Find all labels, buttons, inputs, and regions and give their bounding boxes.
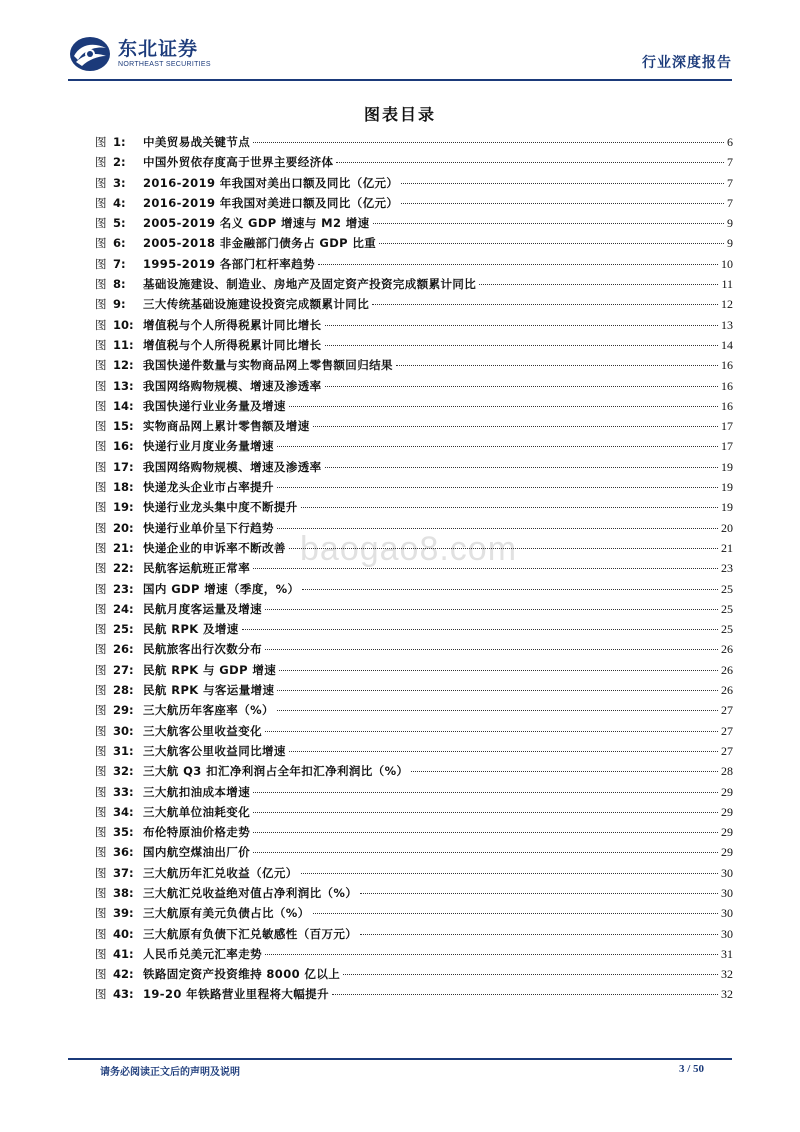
toc-entry-title: 我国网络购物规模、增速及渗透率 <box>143 459 322 474</box>
toc-entry[interactable] <box>95 926 733 946</box>
toc-entry[interactable] <box>95 702 733 722</box>
toc-entry-prefix: 图 <box>95 419 107 434</box>
toc-entry-prefix: 图 <box>95 277 107 292</box>
toc-entry-leader <box>277 690 718 691</box>
toc-entry-title: 增值税与个人所得税累计同比增长 <box>143 337 322 352</box>
toc-entry-page: 6 <box>727 135 733 149</box>
toc-entry-number: 25: <box>113 622 134 637</box>
brand-logo-icon <box>68 34 112 74</box>
toc-entry-leader <box>277 487 718 488</box>
toc-entry-prefix: 图 <box>95 946 107 961</box>
toc-entry-page: 32 <box>721 967 733 982</box>
toc-entry-leader <box>396 365 718 366</box>
toc-entry[interactable] <box>95 296 733 316</box>
toc-entry[interactable] <box>95 235 733 255</box>
toc-entry-page: 10 <box>721 256 733 271</box>
toc-entry-number: 2: <box>113 155 126 170</box>
toc-entry-prefix: 图 <box>95 683 107 698</box>
toc-entry-prefix: 图 <box>95 723 107 738</box>
toc-entry-leader <box>242 629 718 630</box>
toc-entry-title: 民航 RPK 与客运量增速 <box>143 683 275 698</box>
toc-entry-title: 三大航原有美元负债占比（%） <box>143 906 310 921</box>
toc-entry-leader <box>253 142 724 143</box>
page-header <box>68 28 732 82</box>
toc-entry-page: 16 <box>721 398 733 413</box>
header-divider <box>68 79 732 81</box>
toc-entry-title: 快递行业单价呈下行趋势 <box>143 520 274 535</box>
toc-entry-leader <box>411 771 718 772</box>
toc-entry-page: 28 <box>721 764 733 779</box>
toc-entry-prefix: 图 <box>95 601 107 616</box>
toc-entry[interactable] <box>95 986 733 1006</box>
toc-entry-page: 31 <box>721 946 733 961</box>
toc-entry-page: 30 <box>721 926 733 941</box>
toc-entry-prefix: 图 <box>95 825 107 840</box>
toc-entry-title: 2005-2018 非金融部门债务占 GDP 比重 <box>143 236 377 251</box>
page-title: 图表目录 <box>363 105 436 124</box>
toc-entry-title: 快递企业的申诉率不断改善 <box>143 540 286 555</box>
toc-entry-leader <box>401 203 724 204</box>
toc-entry[interactable] <box>95 378 733 398</box>
toc-entry[interactable] <box>95 398 733 418</box>
toc-entry-page: 25 <box>721 581 733 596</box>
toc-entry-page: 26 <box>721 662 733 677</box>
toc-entry-leader <box>253 832 718 833</box>
toc-entry[interactable] <box>95 438 733 458</box>
toc-entry-number: 19: <box>113 500 134 515</box>
toc-entry-prefix: 图 <box>95 378 107 393</box>
toc-entry-number: 32: <box>113 764 134 779</box>
toc-entry-prefix: 图 <box>95 926 107 941</box>
toc-entry-title: 快递行业月度业务量增速 <box>143 439 274 454</box>
toc-entry-title: 三大航客公里收益同比增速 <box>143 743 286 758</box>
toc-entry-title: 快递龙头企业市占率提升 <box>143 480 274 495</box>
toc-entry-title: 民航 RPK 与 GDP 增速 <box>143 662 277 677</box>
toc-entry[interactable] <box>95 479 733 499</box>
toc-entry-number: 6: <box>113 236 126 251</box>
toc-entry-page: 9 <box>727 236 733 251</box>
toc-entry-leader <box>360 893 718 894</box>
toc-entry-leader <box>289 751 718 752</box>
toc-entry-number: 9: <box>113 297 126 312</box>
toc-entry-prefix: 图 <box>95 581 107 596</box>
toc-entry-title: 国内 GDP 增速（季度，%） <box>143 581 300 596</box>
toc-entry-number: 30: <box>113 723 134 738</box>
toc-entry-title: 布伦特原油价格走势 <box>143 825 251 840</box>
toc-entry-number: 31: <box>113 743 134 758</box>
toc-entry-page: 20 <box>721 520 733 535</box>
toc-entry-leader <box>265 731 718 732</box>
toc-entry-prefix: 图 <box>95 703 107 718</box>
toc-entry-page: 17 <box>721 419 733 434</box>
toc-entry-number: 21: <box>113 540 134 555</box>
brand-name-cn: 东北证券 <box>118 38 199 60</box>
toc-entry-prefix: 图 <box>95 439 107 454</box>
toc-entry-prefix: 图 <box>95 317 107 332</box>
toc-entry-page: 32 <box>721 987 733 1002</box>
toc-entry-prefix: 图 <box>95 195 107 210</box>
toc-entry-page: 7 <box>727 175 733 190</box>
toc-entry-leader <box>253 792 718 793</box>
toc-entry-title: 实物商品网上累计零售额及增速 <box>143 419 310 434</box>
toc-entry-page: 29 <box>721 845 733 860</box>
toc-entry-title: 三大航 Q3 扣汇净利润占全年扣汇净利润比（%） <box>143 764 409 779</box>
toc-entry-page: 27 <box>721 723 733 738</box>
toc-entry-number: 5: <box>113 216 126 231</box>
toc-entry-number: 37: <box>113 865 134 880</box>
toc-entry-page: 26 <box>721 642 733 657</box>
toc-entry-leader <box>332 994 718 995</box>
toc-entry[interactable] <box>95 276 733 296</box>
toc-entry-page: 29 <box>721 784 733 799</box>
toc-entry-prefix: 图 <box>95 865 107 880</box>
toc-entry-number: 43: <box>113 987 134 1002</box>
toc-entry-page: 25 <box>721 601 733 616</box>
toc-entry-prefix: 图 <box>95 358 107 373</box>
toc-entry-title: 2005-2019 名义 GDP 增速与 M2 增速 <box>143 216 370 231</box>
toc-entry[interactable] <box>95 337 733 357</box>
toc-entry-leader <box>301 873 718 874</box>
toc-entry[interactable] <box>95 134 733 154</box>
toc-entry-title: 增值税与个人所得税累计同比增长 <box>143 317 322 332</box>
toc-entry[interactable] <box>95 256 733 276</box>
toc-entry-page: 16 <box>721 358 733 373</box>
toc-entry-number: 36: <box>113 845 134 860</box>
toc-entry-page: 17 <box>721 439 733 454</box>
toc-entry-prefix: 图 <box>95 500 107 515</box>
toc-entry-number: 29: <box>113 703 134 718</box>
toc-entry-leader <box>360 934 718 935</box>
toc-entry-prefix: 图 <box>95 743 107 758</box>
toc-entry-number: 14: <box>113 398 134 413</box>
toc-entry-prefix: 图 <box>95 155 107 170</box>
toc-entry-page: 30 <box>721 906 733 921</box>
toc-entry-page: 29 <box>721 825 733 840</box>
toc-entry-number: 3: <box>113 175 126 190</box>
toc-entry-title: 三大航历年客座率（%） <box>143 703 274 718</box>
toc-entry-number: 12: <box>113 358 134 373</box>
toc-entry[interactable] <box>95 357 733 377</box>
toc-entry-page: 21 <box>721 540 733 555</box>
page-number: 3 / 50 <box>678 1063 704 1075</box>
toc-entry[interactable] <box>95 601 733 621</box>
toc-entry-prefix: 图 <box>95 642 107 657</box>
toc-entry-leader <box>277 446 718 447</box>
toc-entry-leader <box>336 162 724 163</box>
toc-entry[interactable] <box>95 743 733 763</box>
toc-entry[interactable] <box>95 905 733 925</box>
toc-entry-number: 42: <box>113 967 134 982</box>
toc-entry-prefix: 图 <box>95 175 107 190</box>
toc-entry-page: 16 <box>721 378 733 393</box>
toc-entry-page: 30 <box>721 865 733 880</box>
toc-entry[interactable] <box>95 723 733 743</box>
toc-entry-title: 国内航空煤油出厂价 <box>143 845 251 860</box>
toc-entry-number: 10: <box>113 317 134 332</box>
toc-entry-page: 19 <box>721 459 733 474</box>
toc-entry[interactable] <box>95 499 733 519</box>
toc-entry-number: 1: <box>113 135 126 149</box>
toc-entry[interactable] <box>95 946 733 966</box>
disclaimer-note: 请务必阅读正文后的声明及说明 <box>100 1067 240 1078</box>
toc-entry-prefix: 图 <box>95 662 107 677</box>
toc-entry-number: 11: <box>113 337 134 352</box>
toc-entry-number: 27: <box>113 662 134 677</box>
toc-entry-number: 38: <box>113 885 134 900</box>
toc-entry-leader <box>253 812 718 813</box>
toc-entry-title: 中国外贸依存度高于世界主要经济体 <box>143 155 334 170</box>
toc-entry-title: 民航客运航班正常率 <box>143 561 251 576</box>
toc-entry-title: 我国快递行业业务量及增速 <box>143 398 286 413</box>
toc-entry-page: 27 <box>721 743 733 758</box>
toc-entry-prefix: 图 <box>95 804 107 819</box>
toc-entry-title: 民航 RPK 及增速 <box>143 622 239 637</box>
toc-entry[interactable] <box>95 966 733 986</box>
toc-entry-number: 13: <box>113 378 134 393</box>
toc-entry-page: 19 <box>721 480 733 495</box>
toc-entry-leader <box>277 528 718 529</box>
toc-entry-prefix: 图 <box>95 561 107 576</box>
toc-entry-title: 2016-2019 年我国对美进口额及同比（亿元） <box>143 195 399 210</box>
toc-entry-leader <box>301 507 718 508</box>
toc-entry-leader <box>379 243 724 244</box>
toc-entry-prefix: 图 <box>95 480 107 495</box>
toc-entry-number: 41: <box>113 946 134 961</box>
toc-entry-prefix: 图 <box>95 520 107 535</box>
watermark: baogao8.com <box>300 530 518 568</box>
toc-entry-title: 铁路固定资产投资维持 8000 亿以上 <box>143 967 341 982</box>
toc-entry-number: 16: <box>113 439 134 454</box>
toc-entry-prefix: 图 <box>95 236 107 251</box>
toc-entry-leader <box>318 264 718 265</box>
toc-entry-prefix: 图 <box>95 135 107 149</box>
toc-entry-title: 2016-2019 年我国对美出口额及同比（亿元） <box>143 175 399 190</box>
toc-entry-title: 19-20 年铁路营业里程将大幅提升 <box>143 987 329 1002</box>
toc-entry-title: 三大传统基础设施建设投资完成额累计同比 <box>143 297 370 312</box>
toc-entry-title: 基础设施建设、制造业、房地产及固定资产投资完成额累计同比 <box>143 277 477 292</box>
toc-entry-leader <box>265 609 718 610</box>
brand-logo <box>68 34 211 74</box>
toc-entry-page: 29 <box>721 804 733 819</box>
toc-entry-prefix: 图 <box>95 906 107 921</box>
toc-entry-title: 1995-2019 各部门杠杆率趋势 <box>143 256 315 271</box>
toc-entry-leader <box>289 548 718 549</box>
toc-entry-prefix: 图 <box>95 540 107 555</box>
toc-entry-number: 24: <box>113 601 134 616</box>
toc-entry-leader <box>313 913 718 914</box>
toc-entry-page: 9 <box>727 216 733 231</box>
toc-entry[interactable] <box>95 317 733 337</box>
toc-entry-number: 26: <box>113 642 134 657</box>
toc-entry-number: 34: <box>113 804 134 819</box>
toc-entry-number: 22: <box>113 561 134 576</box>
toc-entry[interactable] <box>95 581 733 601</box>
toc-entry-leader <box>325 345 719 346</box>
toc-entry-number: 18: <box>113 480 134 495</box>
toc-entry-leader <box>279 670 718 671</box>
toc-entry[interactable] <box>95 641 733 661</box>
toc-entry-prefix: 图 <box>95 885 107 900</box>
toc-entry-prefix: 图 <box>95 987 107 1002</box>
toc-entry[interactable] <box>95 540 733 560</box>
toc-entry-number: 20: <box>113 520 134 535</box>
toc-entry-leader <box>401 183 724 184</box>
toc-entry-leader <box>313 426 718 427</box>
toc-entry-page: 30 <box>721 885 733 900</box>
toc-entry[interactable] <box>95 215 733 235</box>
toc-entry-page: 25 <box>721 622 733 637</box>
toc-entry-title: 民航月度客运量及增速 <box>143 601 262 616</box>
figure-table-of-contents <box>95 134 733 1007</box>
toc-entry-page: 7 <box>727 155 733 170</box>
toc-entry-prefix: 图 <box>95 256 107 271</box>
toc-entry-leader <box>373 223 724 224</box>
toc-entry-prefix: 图 <box>95 337 107 352</box>
toc-entry-page: 11 <box>721 277 733 292</box>
toc-entry-leader <box>325 386 719 387</box>
brand-name-en: NORTHEAST SECURITIES <box>118 61 211 68</box>
toc-entry-prefix: 图 <box>95 967 107 982</box>
toc-entry-leader <box>479 284 718 285</box>
toc-entry-title: 民航旅客出行次数分布 <box>143 642 262 657</box>
toc-entry-number: 33: <box>113 784 134 799</box>
toc-entry-prefix: 图 <box>95 216 107 231</box>
toc-entry[interactable] <box>95 844 733 864</box>
toc-entry[interactable] <box>95 175 733 195</box>
toc-entry-title: 人民币兑美元汇率走势 <box>143 946 262 961</box>
toc-entry[interactable] <box>95 804 733 824</box>
toc-entry-title: 三大航单位油耗变化 <box>143 804 251 819</box>
toc-entry[interactable] <box>95 195 733 215</box>
toc-entry-title: 快递行业龙头集中度不断提升 <box>143 500 298 515</box>
toc-entry-title: 三大航原有负债下汇兑敏感性（百万元） <box>143 926 358 941</box>
toc-entry-number: 7: <box>113 256 126 271</box>
toc-entry[interactable] <box>95 621 733 641</box>
toc-entry-number: 4: <box>113 195 126 210</box>
toc-entry-prefix: 图 <box>95 622 107 637</box>
toc-entry-title: 三大航历年汇兑收益（亿元） <box>143 865 298 880</box>
toc-entry-leader <box>372 304 718 305</box>
toc-entry-page: 27 <box>721 703 733 718</box>
toc-entry-leader <box>277 710 718 711</box>
toc-entry-number: 39: <box>113 906 134 921</box>
toc-entry[interactable] <box>95 682 733 702</box>
toc-entry-page: 23 <box>721 561 733 576</box>
toc-entry-page: 7 <box>727 195 733 210</box>
toc-entry-title: 中美贸易战关键节点 <box>143 135 251 149</box>
toc-entry-prefix: 图 <box>95 845 107 860</box>
toc-entry[interactable] <box>95 154 733 174</box>
toc-entry-number: 23: <box>113 581 134 596</box>
toc-entry-number: 35: <box>113 825 134 840</box>
toc-entry-page: 26 <box>721 683 733 698</box>
toc-entry[interactable] <box>95 520 733 540</box>
toc-entry-prefix: 图 <box>95 784 107 799</box>
toc-entry-prefix: 图 <box>95 764 107 779</box>
toc-entry-number: 15: <box>113 419 134 434</box>
toc-entry-page: 13 <box>721 317 733 332</box>
toc-entry-number: 40: <box>113 926 134 941</box>
toc-entry[interactable] <box>95 418 733 438</box>
toc-entry-leader <box>343 974 718 975</box>
report-type-label: 行业深度报告 <box>642 55 732 71</box>
toc-entry-leader <box>302 589 718 590</box>
toc-entry-number: 28: <box>113 683 134 698</box>
toc-entry-leader <box>325 325 719 326</box>
toc-entry[interactable] <box>95 885 733 905</box>
toc-entry-prefix: 图 <box>95 459 107 474</box>
footer-divider <box>68 1058 732 1060</box>
toc-entry-title: 三大航客公里收益变化 <box>143 723 262 738</box>
toc-entry-prefix: 图 <box>95 398 107 413</box>
toc-entry[interactable] <box>95 459 733 479</box>
toc-entry-number: 17: <box>113 459 134 474</box>
toc-entry[interactable] <box>95 824 733 844</box>
toc-entry-page: 19 <box>721 500 733 515</box>
toc-entry-page: 12 <box>721 297 733 312</box>
toc-entry-leader <box>253 852 718 853</box>
toc-entry[interactable] <box>95 662 733 682</box>
toc-entry-leader <box>265 649 718 650</box>
toc-entry[interactable] <box>95 784 733 804</box>
toc-entry-page: 14 <box>721 337 733 352</box>
toc-entry-leader <box>253 568 718 569</box>
toc-entry-leader <box>289 406 718 407</box>
toc-entry[interactable] <box>95 865 733 885</box>
toc-entry-title: 三大航扣油成本增速 <box>143 784 251 799</box>
toc-entry-title: 三大航汇兑收益绝对值占净利润比（%） <box>143 885 358 900</box>
toc-entry-title: 我国快递件数量与实物商品网上零售额回归结果 <box>143 358 393 373</box>
toc-entry-number: 8: <box>113 277 126 292</box>
toc-entry-prefix: 图 <box>95 297 107 312</box>
toc-entry-leader <box>325 467 719 468</box>
toc-entry[interactable] <box>95 763 733 783</box>
toc-entry-leader <box>265 954 718 955</box>
toc-entry[interactable] <box>95 560 733 580</box>
toc-entry-title: 我国网络购物规模、增速及渗透率 <box>143 378 322 393</box>
